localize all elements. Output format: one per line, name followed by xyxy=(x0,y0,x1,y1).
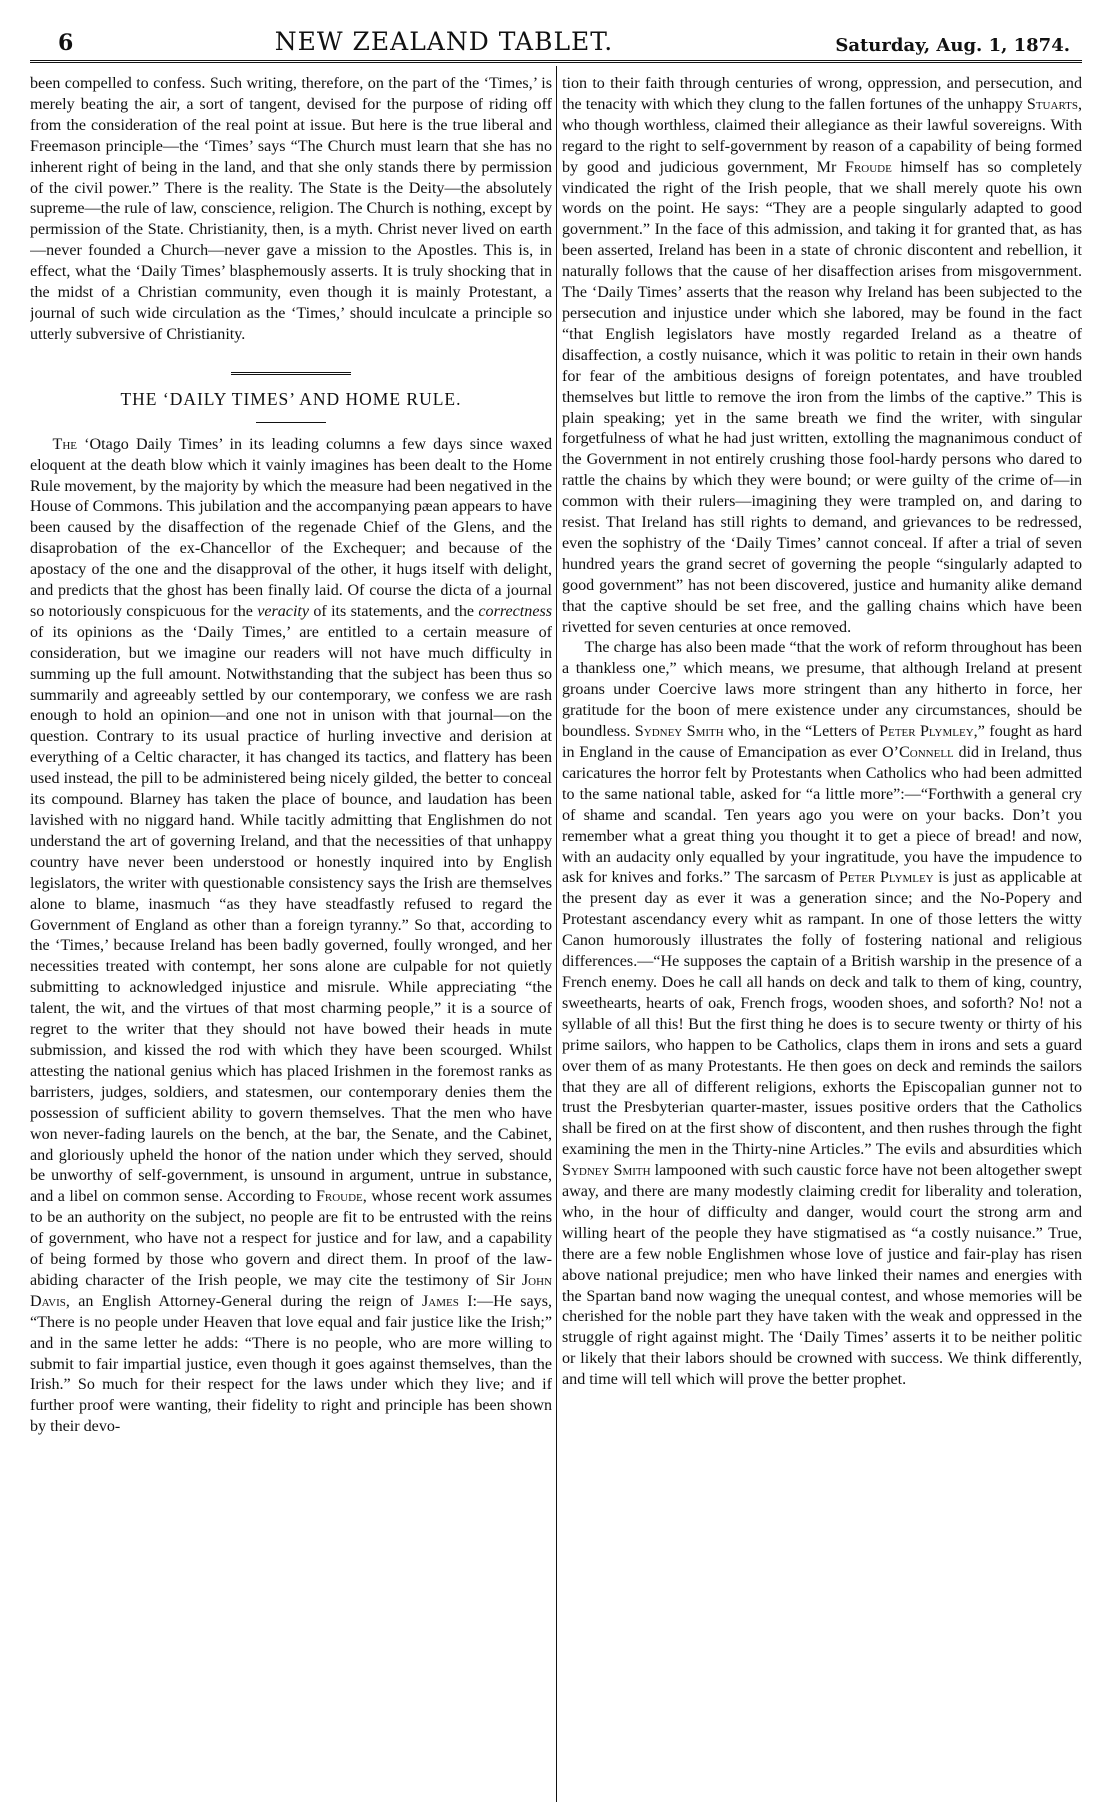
newspaper-title: NEW ZEALAND TABLET. xyxy=(274,27,614,56)
masthead xyxy=(58,24,1070,56)
masthead-rule xyxy=(30,60,1082,63)
lead-word: The xyxy=(52,435,78,453)
continued-paragraph: tion to their faith through centuries of wrong, oppression, and persecution, and the tenacity with which they clung to the fallen fortunes of the unhappy Stuarts, who though worthless, claimed their allegiance as their lawful sovereigns. With regard to the right to self-government by reason of a capability of being formed by good and judicious government, Mr Froude himself has so completely vindicated the right of the Irish people, that we shall merely quote his own words on the point. He says: “They are a people singularly adapted to good government.” In the face of this admission, and taking it for granted that, as has been asserted, Ireland has been in a state of chronic discontent and rebellion, it naturally follows that the cause of her disaffection arises from misgovernment. The ‘Daily Times’ asserts that the reason why Ireland has been subjected to the persecution and injustice under which she labored, may be found in the fact “that English legislators have mostly regarded Ireland as a theatre of disaffection, a costly nuisance, which it was politic to retain in their own hands for fear of the ambitious designs of foreign potentates, and have troubled themselves but little to remove the iron from the limbs of the captive.” This is plain speaking; yet in the same breath we find the writer, with singular forgetfulness of what he had just written, extolling the magnanimous conduct of the Government in not entirely crushing those fool-hardy persons who dared to rattle the chains by which they were bound; or were guilty of the crime of—in common with their rulers—imagining they were trampled on, and daring to resist. That Ireland has still rights to demand, and grievances to be redressed, even the sophistry of the ‘Daily Times’ cannot conceal. If after a trial of seven hundred years the grand secret of governing the people “singularly adapted to good government” has not been discovered, justice and humanity alike demand that the captive should be set free, and the galling chains which have been rivetted for seven centuries at once removed. xyxy=(562,75,1082,636)
right-column xyxy=(562,74,1082,1804)
carryover-paragraph: been compelled to confess. Such writing, therefore, on the part of the ‘Times,’ is merely beating the air, a sort of tangent, devised for the purpose of riding off from the consideration of the real point at issue. But here is the true liberal and Freemason principle—the ‘Times’ says “The Church must learn that she has no inherent right of being in the land, and that she only stands there by permission of the civil power.” There is the reality. The State is the Deity—the absolutely supreme—the rule of law, conscience, religion. The Church is nothing, except by permission of the State. Christianity, then, is a myth. Christ never lived on earth—never founded a Church—never gave a mission to the Apostles. This is, in effect, what the ‘Daily Times’ blasphemously asserts. It is truly shocking that in the midst of a Christian community, even though it is mainly Protestant, a journal of such wide circulation as the ‘Times,’ should inculcate a principle so utterly subversive of Christianity. xyxy=(30,75,552,343)
article-paragraph: The ‘Otago Daily Times’ in its leading columns a few days since waxed eloquent at the death blow which it vainly imagines has been dealt to the Home Rule movement, by the majority by which the measure had been negatived in the House of Commons. This jubilation and the accompanying pæan appears to have been caused by the disaffection of the regenade Chief of the Glens, and the disaprobation of the ex-Chancellor of the Exchequer; and because of the apostacy of the one and the disapproval of the other, it hugs itself with delight, and predicts that the ghost has been finally laid. Of course the dicta of a journal so notoriously conspicuous for the veracity of its statements, and the correctness of its opinions as the ‘Daily Times,’ are entitled to a certain measure of consideration, but we imagine our readers will not have much difficulty in summing up the full amount. Notwithstanding that the subject has been thus so summarily and agreeably settled by our contemporary, we confess we are rash enough to hold an opinion—and one not in unison with that journal—on the question. Contrary to its usual practice of hurling invective and derision at everything of a Celtic character, it has changed its tactics, and flattery has been used instead, the pill to be administered being nicely gilded, the better to conceal its compound. Blarney has taken the place of bounce, and laudation has been lavished with no niggard hand. While tacitly admitting that Englishmen do not understand the art of governing Ireland, and that the necessities of that unhappy country have never been understood or honestly inquired into by English legislators, the writer with questionable consistency says the Irish are themselves alone to blame, inasmuch “as they have steadfastly refused to regard the Government of England as other than a foreign tyranny.” So that, according to the ‘Times,’ because Ireland has been badly governed, foully wronged, and her necessities treated with contempt, her sons alone are culpable for not quietly submitting to acknowledged injustice and misrule. While appreciating “the talent, the wit, and the virtues of that most charming people,” it is a source of regret to the writer that they should not have bowed their heads in mute submission, and kissed the rod with which they have been scourged. Whilst attesting the national genius which has placed Irishmen in the foremost ranks as barristers, judges, soldiers, and statesmen, our contemporary denies them the possession of sufficient ability to govern themselves. That the men who have won never-fading laurels on the bench, at the bar, the Senate, and the Cabinet, and gloriously upheld the honor of the nation under which they served, should be unworthy of self-government, is unsound in argument, untrue in substance, and a libel on common sense. According to Froude, whose recent work assumes to be an authority on the subject, no people are fit to be entrusted with the reins of government, who have not a respect for justice and for law, and a capability of being formed by those who govern and direct them. In proof of the law-abiding character of the Irish people, we may cite the testimony of Sir John Davis, an English Attorney-General during the reign of James I:—He says, “There is no people under Heaven that love equal and fair justice like the Irish;” and in the same letter he adds: “There is no people, who are more willing to submit to fair impartial justice, even though it goes against themselves, than the Irish.” So much for their respect for the laws under which they live; and if further proof were wanting, their fidelity to right and principle has been shown by their devo- xyxy=(30,435,552,1436)
section-divider xyxy=(231,372,351,375)
column-divider xyxy=(556,66,557,1802)
article-paragraph: The charge has also been made “that the work of reform throughout has been a thankless one,” which means, we presume, that although Ireland at present groans under Coercive laws more stringent than any hitherto in force, her gratitude for the boon of mere existence under any circumstances, should be boundless. Sydney Smith who, in the “Letters of Peter Plymley,” fought as hard in England in the cause of Emancipation as ever O’Connell did in Ireland, thus caricatures the horror felt by Protestants when Catholics who had been admitted to the same national table, asked for “a little more”:—“Forthwith a general cry of shame and scandal. Ten years ago you were on your backs. Don’t you remember what a great thing you thought it to get a piece of bread! and now, with an audacity only equalled by your ingratitude, you have the impudence to ask for knives and forks.” The sarcasm of Peter Plymley is just as applicable at the present day as ever it was a generation since; and the No-Popery and Protestant ascendancy every whit as rampant. In one of those letters the witty Canon humorously illustrates the folly of fostering national and religious differences.—“He supposes the captain of a British warship in the presence of a French enemy. Does he call all hands on deck and talk to them of king, country, sweethearts, hearts of oak, French frogs, wooden shoes, and soforth? No! not a syllable of all this! But the first thing he does is to secure twenty or thirty of his prime sailors, who happen to be Catholics, claps them in irons and sets a guard over them of as many Protestants. He then goes on deck and reminds the sailors that they are all of different religions, exhorts the Episcopalian gunner not to trust the Presbyterian quarter-master, issues positive orders that the Catholics shall be fired on at the first show of discontent, and then rushes through the fight examining the men in the Thirty-nine Articles.” The evils and absurdities which Sydney Smith lampooned with such caustic force have not been altogether swept away, and there are many modestly claiming credit for liberality and toleration, who, in the hour of difficulty and danger, would court the strong arm and willing heart of the people they have stigmatised as “a costly nuisance.” True, there are a few noble Englishmen whose love of justice and fair-play has risen above national prejudice; men who have linked their names and energies with the Spartan band now waging the unequal contest, and whose memories will be cherished for the noble part they have taken with the weak and oppressed in the struggle of right against might. The ‘Daily Times’ asserts it to be neither politic or likely that their labors should be crowned with success. We think differently, and time will tell which will prove the better prophet. xyxy=(562,639,1082,1389)
left-column xyxy=(30,74,552,1804)
issue-date: Saturday, Aug. 1, 1874. xyxy=(835,35,1070,56)
page-number: 6 xyxy=(58,30,74,56)
headline-rule xyxy=(256,422,326,423)
article-headline: THE ‘DAILY TIMES’ AND HOME RULE. xyxy=(120,388,462,409)
